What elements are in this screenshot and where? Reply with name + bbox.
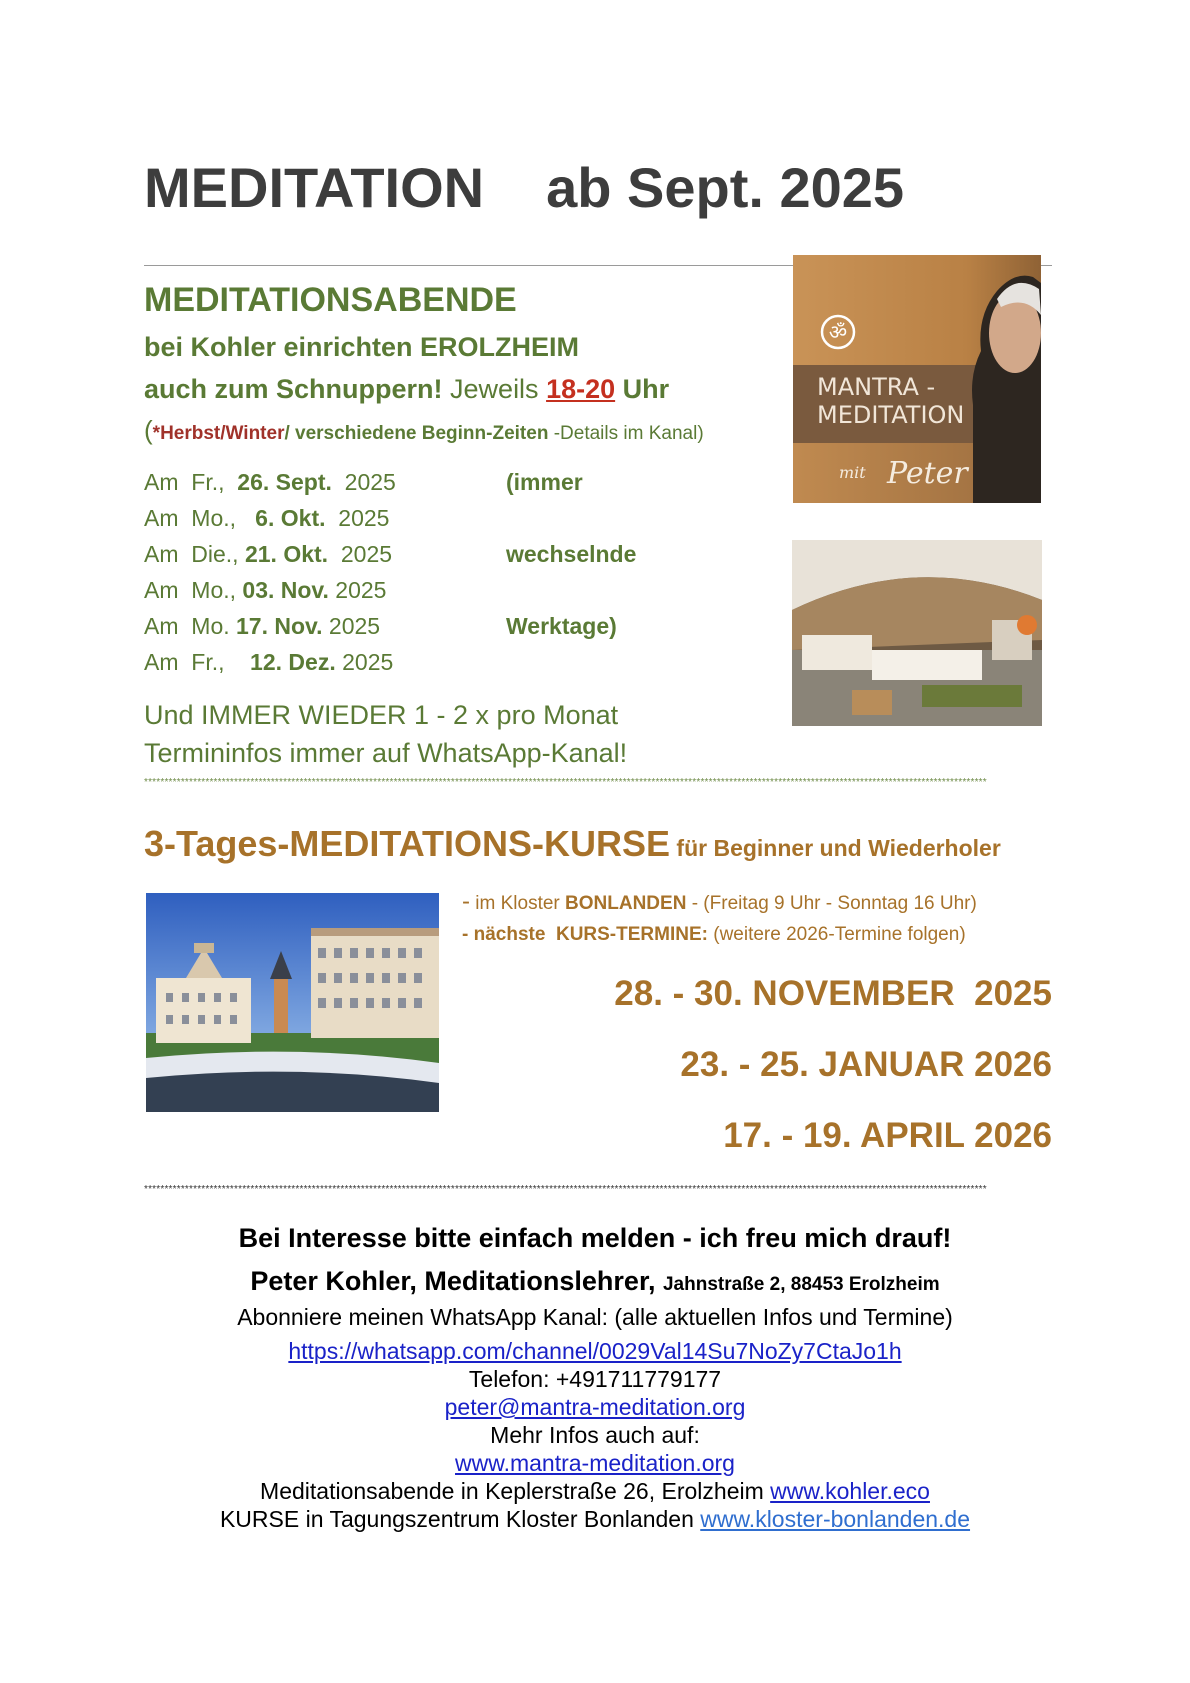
date-day: 26. Sept.	[237, 469, 332, 495]
cover-title-line1: MANTRA -	[817, 373, 936, 401]
weekday-note-line: wechselnde	[506, 541, 637, 567]
date-prefix: Am Fr.,	[144, 649, 244, 675]
kurs-next-label: - nächste KURS-TERMINE:	[462, 924, 708, 945]
kurs-location-name: BONLANDEN	[565, 893, 687, 914]
date-year: 2025	[328, 541, 393, 567]
date-day: 12. Dez.	[243, 649, 336, 675]
date-prefix: Am Fr.,	[144, 469, 238, 495]
abende-time-line	[144, 372, 669, 407]
kurse-address: KURSE in Tagungszentrum Kloster Bonlanden	[219, 1506, 701, 1532]
kurs-date: 17. - 19. APRIL 2026	[723, 1116, 1052, 1155]
note-season: *Herbst/Winter	[152, 423, 285, 444]
note-details: -Details im Kanal)	[548, 423, 704, 444]
date-prefix: Am Die.,	[144, 541, 245, 567]
abende-location: bei Kohler einrichten EROLZHEIM	[144, 332, 580, 362]
email-link[interactable]: peter@mantra-meditation.org	[444, 1394, 746, 1420]
abende-whatsapp-note	[144, 696, 627, 772]
title-date: ab Sept. 2025	[546, 156, 905, 219]
date-day: 6. Okt.	[248, 505, 326, 531]
date-year: 2025	[325, 505, 390, 531]
date-year: 2025	[331, 469, 396, 495]
abende-frequency: Und IMMER WIEDER 1 - 2 x pro Monat	[144, 700, 619, 730]
contact-address: Jahnstraße 2, 88453 Erolzheim	[662, 1274, 940, 1295]
section-divider-stars: **************************************************************************************************************************************************************************************************************	[144, 1184, 987, 1195]
kurse-heading	[144, 822, 1001, 865]
showroom-photo	[792, 540, 1042, 726]
weekday-note-line	[506, 644, 766, 680]
contact-cta: Bei Interesse bitte einfach melden - ich freu mich drauf!	[238, 1223, 952, 1253]
page-title	[144, 156, 905, 219]
contact-email-row	[0, 1394, 1190, 1421]
date-year: 2025	[328, 577, 387, 603]
contact-name	[0, 1266, 1190, 1297]
mantra-meditation-cover-image	[793, 255, 1041, 503]
date-prefix: Am Mo.,	[144, 577, 243, 603]
date-prefix: Am Mo.	[144, 613, 237, 639]
weekday-note	[506, 464, 766, 680]
cover-mit: mit	[839, 463, 866, 482]
kurs-times: - (Freitag 9 Uhr - Sonntag 16 Uhr)	[686, 893, 977, 914]
kurse-audience: für Beginner und Wiederholer	[670, 835, 1001, 861]
kurs-next-dates	[462, 919, 977, 950]
kurs-date: 23. - 25. JANUAR 2026	[680, 1045, 1052, 1084]
abende-time: 18-20	[546, 374, 616, 404]
contact-more-info: Mehr Infos auch auf:	[490, 1422, 700, 1448]
cover-title-line2: MEDITATION	[817, 401, 965, 429]
note-times: / verschiedene Beginn-Zeiten	[284, 423, 549, 444]
abende-address: Meditationsabende in Keplerstraße 26, Erolzheim	[260, 1478, 771, 1504]
title-meditation: MEDITATION	[144, 156, 485, 219]
kurs-info	[462, 886, 977, 950]
contact-whatsapp-row	[0, 1338, 1190, 1365]
abende-schnuppern: auch zum Schnuppern!	[144, 374, 443, 404]
abende-whatsapp: Termininfos immer auf WhatsApp-Kanal!	[144, 738, 628, 768]
kurs-further-dates: (weitere 2026-Termine folgen)	[707, 924, 966, 945]
kurs-location-pre: im Kloster	[470, 893, 566, 914]
kurs-location	[462, 886, 977, 919]
kloster-bonlanden-photo	[146, 893, 439, 1112]
weekday-note-line	[506, 572, 766, 608]
date-day: 21. Okt.	[244, 541, 329, 567]
date-prefix: Am Mo.,	[144, 505, 249, 531]
whatsapp-channel-link[interactable]: https://whatsapp.com/channel/0029Val14Su7NoZy7CtaJo1h	[288, 1338, 902, 1364]
abende-jeweils: Jeweils	[442, 374, 547, 404]
kurs-dash: -	[462, 888, 470, 915]
contact-phone: Telefon: +491711779177	[468, 1366, 722, 1392]
contact-website-row	[0, 1450, 1190, 1477]
weekday-note-line: Werktage)	[506, 613, 617, 639]
contact-kurse-location	[0, 1506, 1190, 1533]
section-divider-stars: **************************************************************************************************************************************************************************************************************	[144, 777, 987, 788]
kohler-eco-link[interactable]: www.kohler.eco	[770, 1478, 930, 1504]
date-year: 2025	[335, 649, 394, 675]
weekday-note-line: (immer	[506, 469, 583, 495]
date-day: 03. Nov.	[242, 577, 329, 603]
date-year: 2025	[322, 613, 381, 639]
note-paren: (	[144, 415, 153, 445]
abende-heading: MEDITATIONSABENDE	[144, 281, 517, 319]
svg-text:ॐ: ॐ	[828, 320, 848, 344]
kloster-bonlanden-link[interactable]: www.kloster-bonlanden.de	[700, 1506, 971, 1532]
website-link[interactable]: www.mantra-meditation.org	[455, 1450, 735, 1476]
contact-subscribe: Abonniere meinen WhatsApp Kanal: (alle aktuellen Infos und Termine)	[237, 1304, 953, 1330]
kurse-title: 3-Tages-MEDITATIONS-KURSE	[144, 823, 671, 864]
cover-peter: Peter	[887, 456, 968, 491]
contact-abende-location	[0, 1478, 1190, 1505]
contact-person: Peter Kohler, Meditationslehrer,	[250, 1266, 663, 1296]
kurs-date: 28. - 30. NOVEMBER 2025	[614, 974, 1052, 1013]
date-day: 17. Nov.	[236, 613, 323, 639]
abende-uhr: Uhr	[615, 374, 670, 404]
abende-note	[144, 414, 704, 448]
weekday-note-line	[506, 500, 766, 536]
